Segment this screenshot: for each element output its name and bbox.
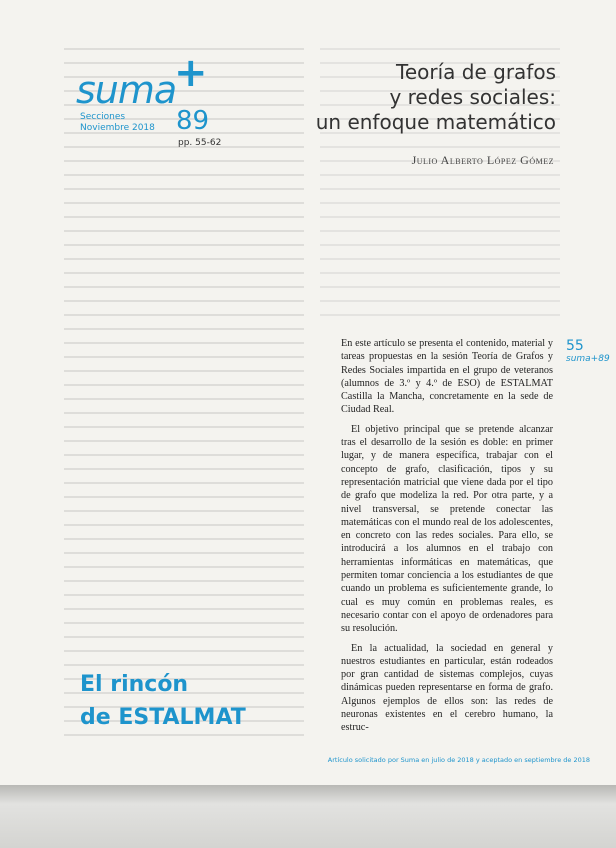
title-line: y redes sociales: [389,85,556,109]
page-number: 55 [566,338,584,354]
page-logo: suma+89 [566,354,610,364]
article-footnote: Artículo solicitado por Suma en julio de 2018 y aceptado en septiembre de 2018 [327,756,590,764]
suma-logo [76,50,236,156]
paragraph: El objetivo principal que se pretende alcanzar tras el desarrollo de la sesión es doble: en primer lugar, y de manera específica, trabajar con el concepto de grafo, clasificación, tipos y su representación matricial que viene dada por el tipo de grafo que modeliza la red. Por otra parte, y a nivel transversal, se pretende conectar las matemáticas con el mundo real de los adolescentes, en concreto con las redes sociales. Para ello, se introducirá a los alumnos en el trabajo con herramientas informáticas en matemáticas, que permiten tomar conciencia a los estudiantes de que cuando un problema es suficientemente grande, lo cual es muy común en problemas reales, es necesario contar con el apoyo de ordenadores para su resolución. [341,423,553,635]
article-body [341,337,553,735]
logo-plus-icon: + [174,50,208,96]
title-line: un enfoque matemático [315,110,556,134]
logo-pages: pp. 55-62 [178,138,222,148]
scan-background [0,785,616,848]
logo-sections [80,112,155,134]
logo-issue-number: 89 [176,106,210,136]
section-title [80,668,246,734]
section-title-line: de ESTALMAT [80,705,246,730]
paragraph: En la actualidad, la sociedad en general y nuestros estudiantes en particular, están rodeados por gran cantidad de sistemas complejos, cuyas dinámicas pueden representarse en forma de grafo. Algunos ejemplos de ellos son: las redes de neuronas existentes en el cerebro humano, la estruc- [341,642,553,734]
logo-date: Noviembre 2018 [80,123,155,133]
title-line: Teoría de grafos [396,60,556,84]
section-title-line: El rincón [80,672,189,697]
article-title [256,60,556,135]
author-name: Julio Alberto López Gómez [411,153,554,167]
paragraph: En este artículo se presenta el contenido, material y tareas propuestas en la sesión Teoría de Grafos y Redes Sociales impartida en el grupo de veteranos (alumnos de 3.º y 4.º de ESO) de ESTALMAT Castilla la Mancha, concretamente en la sede de Ciudad Real. [341,338,553,416]
logo-word: suma [76,68,177,112]
logo-sections-label: Secciones [80,112,126,122]
